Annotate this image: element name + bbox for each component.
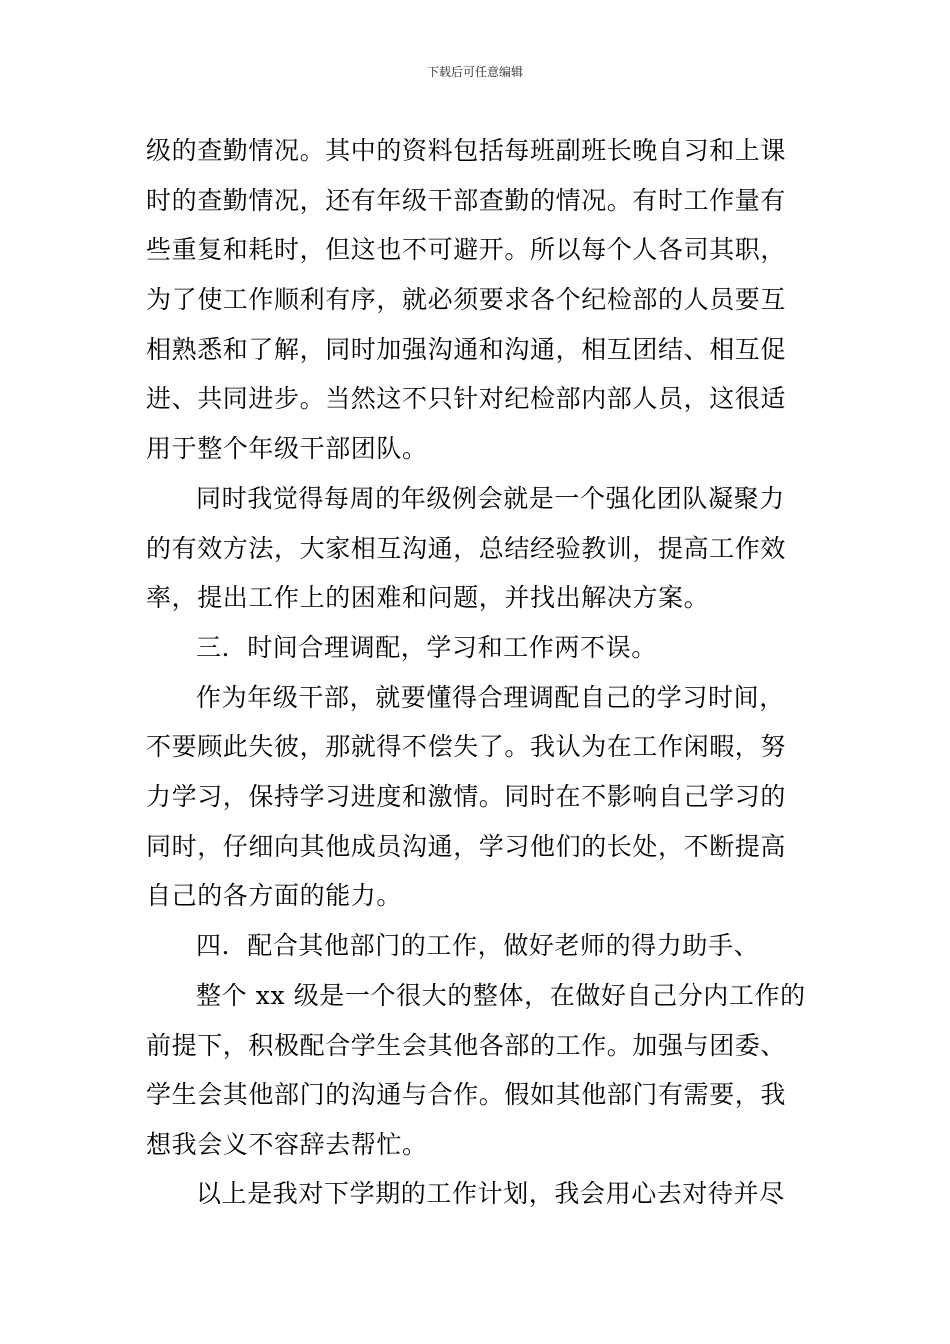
text-line: 同时我觉得每周的年级例会就是一个强化团队凝聚力 <box>196 484 785 513</box>
section-heading: 四．配合其他部门的工作，做好老师的得力助手、 <box>196 931 760 960</box>
text-line: 整个 xx 级是一个很大的整体，在做好自己分内工作的 <box>196 981 806 1010</box>
text-line: 不要顾此失彼，那就得不偿失了。我认为在工作闲暇，努 <box>146 732 787 761</box>
text-line: 些重复和耗时，但这也不可避开。所以每个人各司其职， <box>146 235 787 264</box>
text-line: 为了使工作顺利有序，就必须要求各个纪检部的人员要互 <box>146 285 787 314</box>
text-line: 的有效方法，大家相互沟通，总结经验教训，提高工作效 <box>146 534 787 563</box>
text-line: 时的查勤情况，还有年级干部查勤的情况。有时工作量有 <box>146 186 787 215</box>
text-line: 同时，仔细向其他成员沟通，学习他们的长处，不断提高 <box>146 832 787 861</box>
text-line: 学生会其他部门的沟通与合作。假如其他部门有需要，我 <box>146 1080 787 1109</box>
text-line: 力学习，保持学习进度和激情。同时在不影响自己学习的 <box>146 782 787 811</box>
text-line: 想我会义不容辞去帮忙。 <box>146 1130 428 1159</box>
page-header: 下载后可任意编辑 <box>426 65 523 79</box>
text-line: 自己的各方面的能力。 <box>146 881 403 910</box>
text-line: 相熟悉和了解，同时加强沟通和沟通，相互团结、相互促 <box>146 335 787 364</box>
text-line: 作为年级干部，就要懂得合理调配自己的学习时间， <box>196 683 785 712</box>
text-line: 以上是我对下学期的工作计划，我会用心去对待并尽 <box>196 1179 785 1208</box>
section-heading: 三．时间合理调配，学习和工作两不误。 <box>196 633 657 662</box>
text-line: 前提下，积极配合学生会其他各部的工作。加强与团委、 <box>146 1031 787 1060</box>
text-line: 用于整个年级干部团队。 <box>146 434 428 463</box>
text-line: 率，提出工作上的困难和问题，并找出解决方案。 <box>146 583 710 612</box>
text-line: 级的查勤情况。其中的资料包括每班副班长晚自习和上课 <box>146 136 787 165</box>
text-line: 进、共同进步。当然这不只针对纪检部内部人员，这很适 <box>146 384 787 413</box>
